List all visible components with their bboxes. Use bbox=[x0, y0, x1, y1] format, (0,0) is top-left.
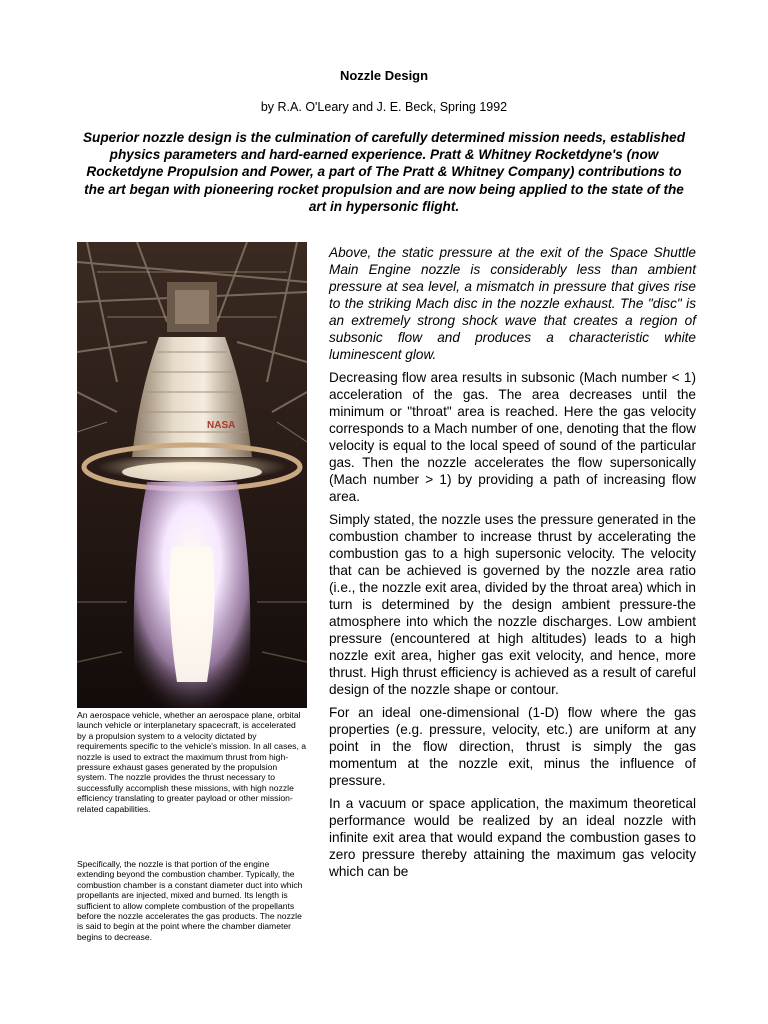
body-text-column bbox=[329, 244, 696, 886]
body-paragraph: Decreasing flow area results in subsonic (Mach number < 1) acceleration of the gas. The area decreases until the minimum or "throat" area is reached. Here the gas velocity corresponds to a Mach number of one, denoting that the flow velocity is equal to the local speed of sound of the particular gas. Then the nozzle accelerates the flow supersonically (Mach number > 1) by providing a path of increasing flow area. bbox=[329, 370, 696, 504]
byline: by R.A. O'Leary and J. E. Beck, Spring 1992 bbox=[260, 100, 508, 114]
body-paragraph: For an ideal one-dimensional (1-D) flow where the gas properties (e.g. pressure, velocity, etc.) are uniform at any point in the flow direction, thrust is simply the gas momentum at the nozzle exit, minus the influence of pressure. bbox=[329, 705, 696, 788]
photo-description-paragraph: Above, the static pressure at the exit of the Space Shuttle Main Engine nozzle is considerably less than ambient pressure at sea level, a mismatch in pressure that gives rise to the striking Mach disc in the nozzle exhaust. The "disc" is an extremely strong shock wave that creates a region of subsonic flow and produces a characteristic white luminescent glow. bbox=[329, 245, 696, 362]
body-paragraph: In a vacuum or space application, the maximum theoretical performance would be realized by an ideal nozzle with infinite exit area that would expand the combustion gases to zero pressure thereby attaining the maximum gas velocity which can be bbox=[329, 796, 696, 879]
engine-photo-illustration bbox=[77, 242, 307, 708]
photo-caption: An aerospace vehicle, whether an aerospace plane, orbital launch vehicle or interplanetary spacecraft, is accelerated by a propulsion system to a velocity dictated by requirements specific to the vehicle's mission. In all cases, a nozzle is used to extract the maximum thrust from high-pressure exhaust gases generated by the propulsion system. The nozzle provides the thrust necessary to successfully accomplish these missions, with high nozzle efficiency translating to greater payload or other mission-related capabilities. bbox=[77, 710, 306, 814]
engine-test-photo bbox=[77, 242, 307, 708]
page-title: Nozzle Design bbox=[339, 68, 429, 83]
body-paragraph: Simply stated, the nozzle uses the pressure generated in the combustion chamber to increase thrust by accelerating the combustion gas to a high supersonic velocity. The velocity that can be achieved is governed by the nozzle area ratio (i.e., the nozzle exit area, divided by the throat area) which in turn is determined by the design ambient pressure-the atmosphere into which the nozzle discharges. Low ambient pressure (encountered at high altitudes) leads to a high nozzle exit area, higher gas exit velocity, and hence, more thrust. High thrust efficiency is achieved as a result of careful design of the nozzle shape or contour. bbox=[329, 512, 696, 697]
intro-paragraph: Superior nozzle design is the culmination of carefully determined mission needs, established physics parameters and hard-earned experience. Pratt & Whitney Rocketdyne's (now Rocketdyne Propulsion and Power, a part of The Pratt & Whitney Company) contributions to the art began with pioneering rocket propulsion and are now being applied to the state of the art in hypersonic flight. bbox=[82, 130, 686, 214]
nozzle-definition-text: Specifically, the nozzle is that portion of the engine extending beyond the combustion chamber. Typically, the combustion chamber is a constant diameter duct into which propellants are injected, mixed and burned. Its length is sufficient to allow complete combustion of the propellants before the nozzle accelerates the gas products. The nozzle is said to begin at the point where the chamber diameter begins to decrease. bbox=[77, 859, 303, 942]
nasa-logo-text: NASA bbox=[207, 420, 236, 431]
